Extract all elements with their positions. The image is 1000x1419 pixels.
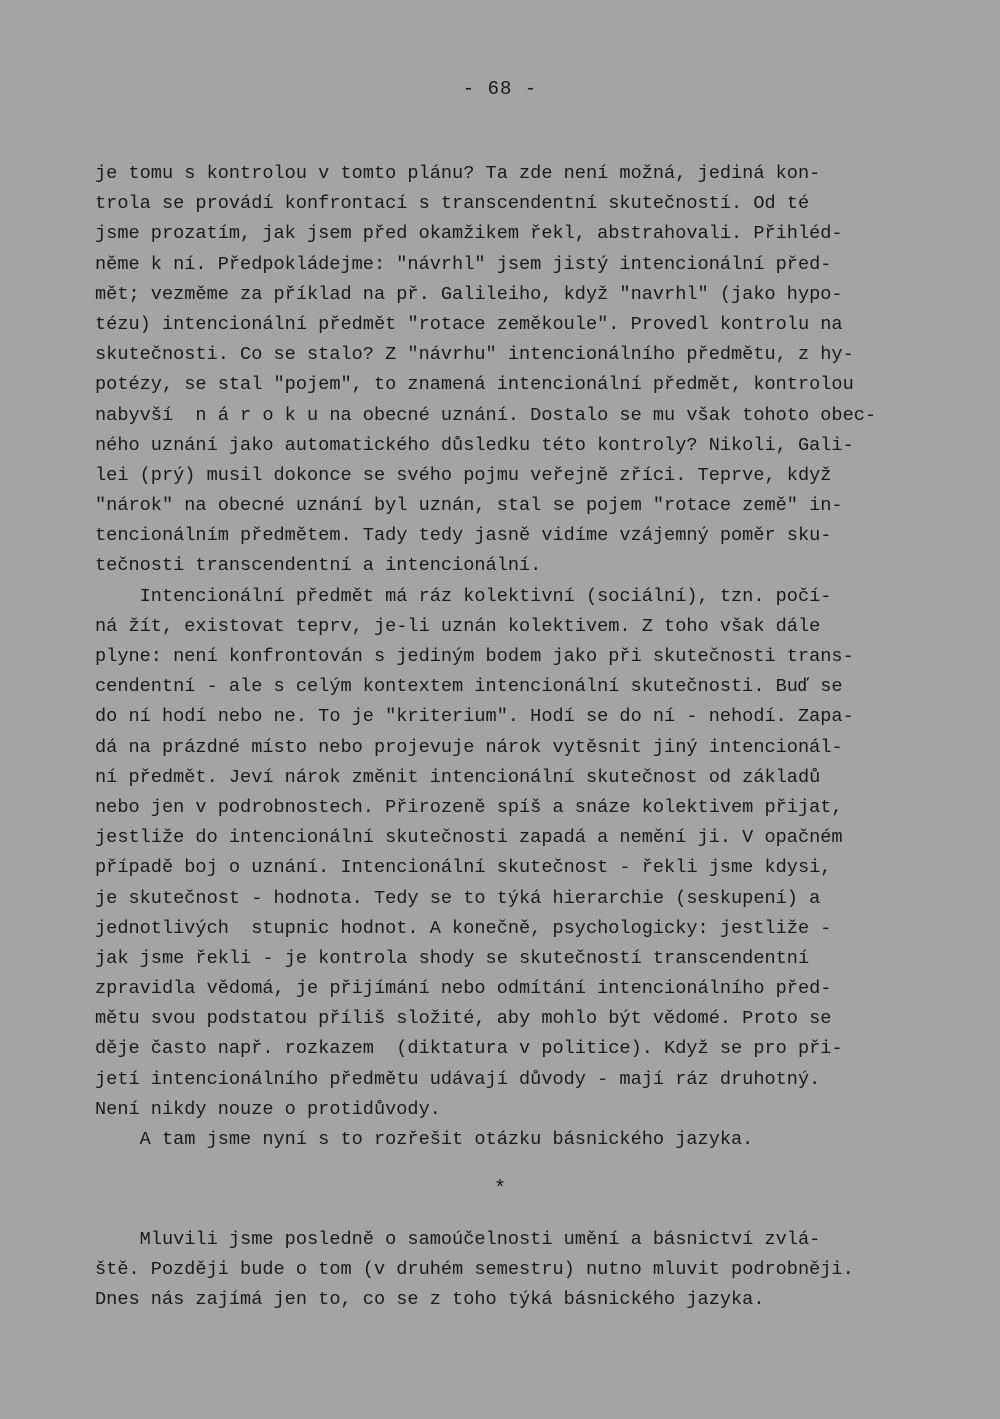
- text-line: Intencionální předmět má ráz kolektivní (sociální), tzn. počí-: [95, 585, 832, 607]
- text-line: trola se provádí konfrontací s transcendentní skutečností. Od té: [95, 193, 810, 215]
- text-line: do ní hodí nebo ne. To je "kriterium". Hodí se do ní - nehodí. Zapa-: [95, 706, 854, 728]
- text-line: ště. Později bude o tom (v druhém semestru) nutno mluvit podrobněji.: [95, 1259, 854, 1281]
- text-line: jetí intencionálního předmětu udávají důvody - mají ráz druhotný.: [95, 1068, 821, 1090]
- text-line: ného uznání jako automatického důsledku této kontroly? Nikoli, Gali-: [95, 434, 854, 456]
- main-text: [95, 159, 925, 1155]
- text-line: nebo jen v podrobnostech. Přirozeně spíš a snáze kolektivem přijat,: [95, 796, 843, 818]
- closing-text: [95, 1225, 925, 1316]
- text-line: A tam jsme nyní s to rozřešit otázku básnického jazyka.: [95, 1129, 754, 1150]
- text-line: jsme prozatím, jak jsem před okamžikem řekl, abstrahovali. Přihléd-: [95, 223, 843, 245]
- text-line: cendentní - ale s celým kontextem intencionální skutečnosti. Buď se: [95, 676, 843, 698]
- text-line: nabyvší n á r o k u na obecné uznání. Dostalo se mu však tohoto obec-: [95, 404, 877, 426]
- text-line: případě boj o uznání. Intencionální skutečnost - řekli jsme kdysi,: [95, 857, 832, 879]
- text-line: děje často např. rozkazem (diktatura v politice). Když se pro při-: [95, 1038, 843, 1060]
- text-line: potézy, se stal "pojem", to znamená intencionální předmět, kontrolou: [95, 374, 854, 396]
- text-line: plyne: není konfrontován s jediným bodem jako při skutečnosti trans-: [95, 646, 854, 667]
- text-line: jestliže do intencionální skutečnosti zapadá a nemění ji. V opačném: [95, 827, 843, 849]
- text-line: jak jsme řekli - je kontrola shody se skutečností transcendentní: [95, 947, 810, 969]
- text-line: zpravidla vědomá, je přijímání nebo odmítání intencionálního před-: [95, 978, 832, 1000]
- text-line: tečnosti transcendentní a intencionální.: [95, 555, 542, 577]
- text-line: tézu) intencionální předmět "rotace zeměkoule". Provedl kontrolu na: [95, 313, 843, 335]
- text-line: Dnes nás zajímá jen to, co se z toho týká básnického jazyka.: [95, 1289, 765, 1311]
- text-line: ná žít, existovat teprv, je-li uznán kolektivem. Z toho však dále: [95, 615, 821, 637]
- text-line: tencionálním předmětem. Tady tedy jasně vidíme vzájemný poměr sku-: [95, 525, 832, 547]
- text-line: dá na prázdné místo nebo projevuje nárok vytěsnit jiný intencionál-: [95, 736, 843, 758]
- text-line: "nárok" na obecné uznání byl uznán, stal se pojem "rotace země" in-: [95, 495, 843, 517]
- text-line: lei (prý) musil dokonce se svého pojmu veřejně zříci. Teprve, když: [95, 464, 832, 486]
- text-line: je tomu s kontrolou v tomto plánu? Ta zde není možná, jediná kon-: [95, 163, 821, 184]
- text-line: Mluvili jsme posledně o samoúčelnosti umění a básnictví zvlá-: [95, 1229, 821, 1250]
- section-separator: *: [493, 1178, 506, 1201]
- text-line: ní předmět. Jeví nárok změnit intencionální skutečnost od základů: [95, 766, 821, 788]
- text-line: mět; vezměme za příklad na př. Galileiho, když "navrhl" (jako hypo-: [95, 283, 843, 305]
- page-number: - 68 -: [462, 78, 538, 100]
- text-line: jednotlivých stupnic hodnot. A konečně, psychologicky: jestliže -: [95, 917, 832, 939]
- text-line: mětu svou podstatou příliš složité, aby mohlo být vědomé. Proto se: [95, 1008, 832, 1030]
- text-line: je skutečnost - hodnota. Tedy se to týká hierarchie (seskupení) a: [95, 887, 821, 909]
- text-line: něme k ní. Předpokládejme: "návrhl" jsem jistý intencionální před-: [95, 253, 832, 275]
- text-line: skutečnosti. Co se stalo? Z "návrhu" intencionálního předmětu, z hy-: [95, 344, 854, 366]
- text-line: Není nikdy nouze o protidůvody.: [95, 1098, 441, 1120]
